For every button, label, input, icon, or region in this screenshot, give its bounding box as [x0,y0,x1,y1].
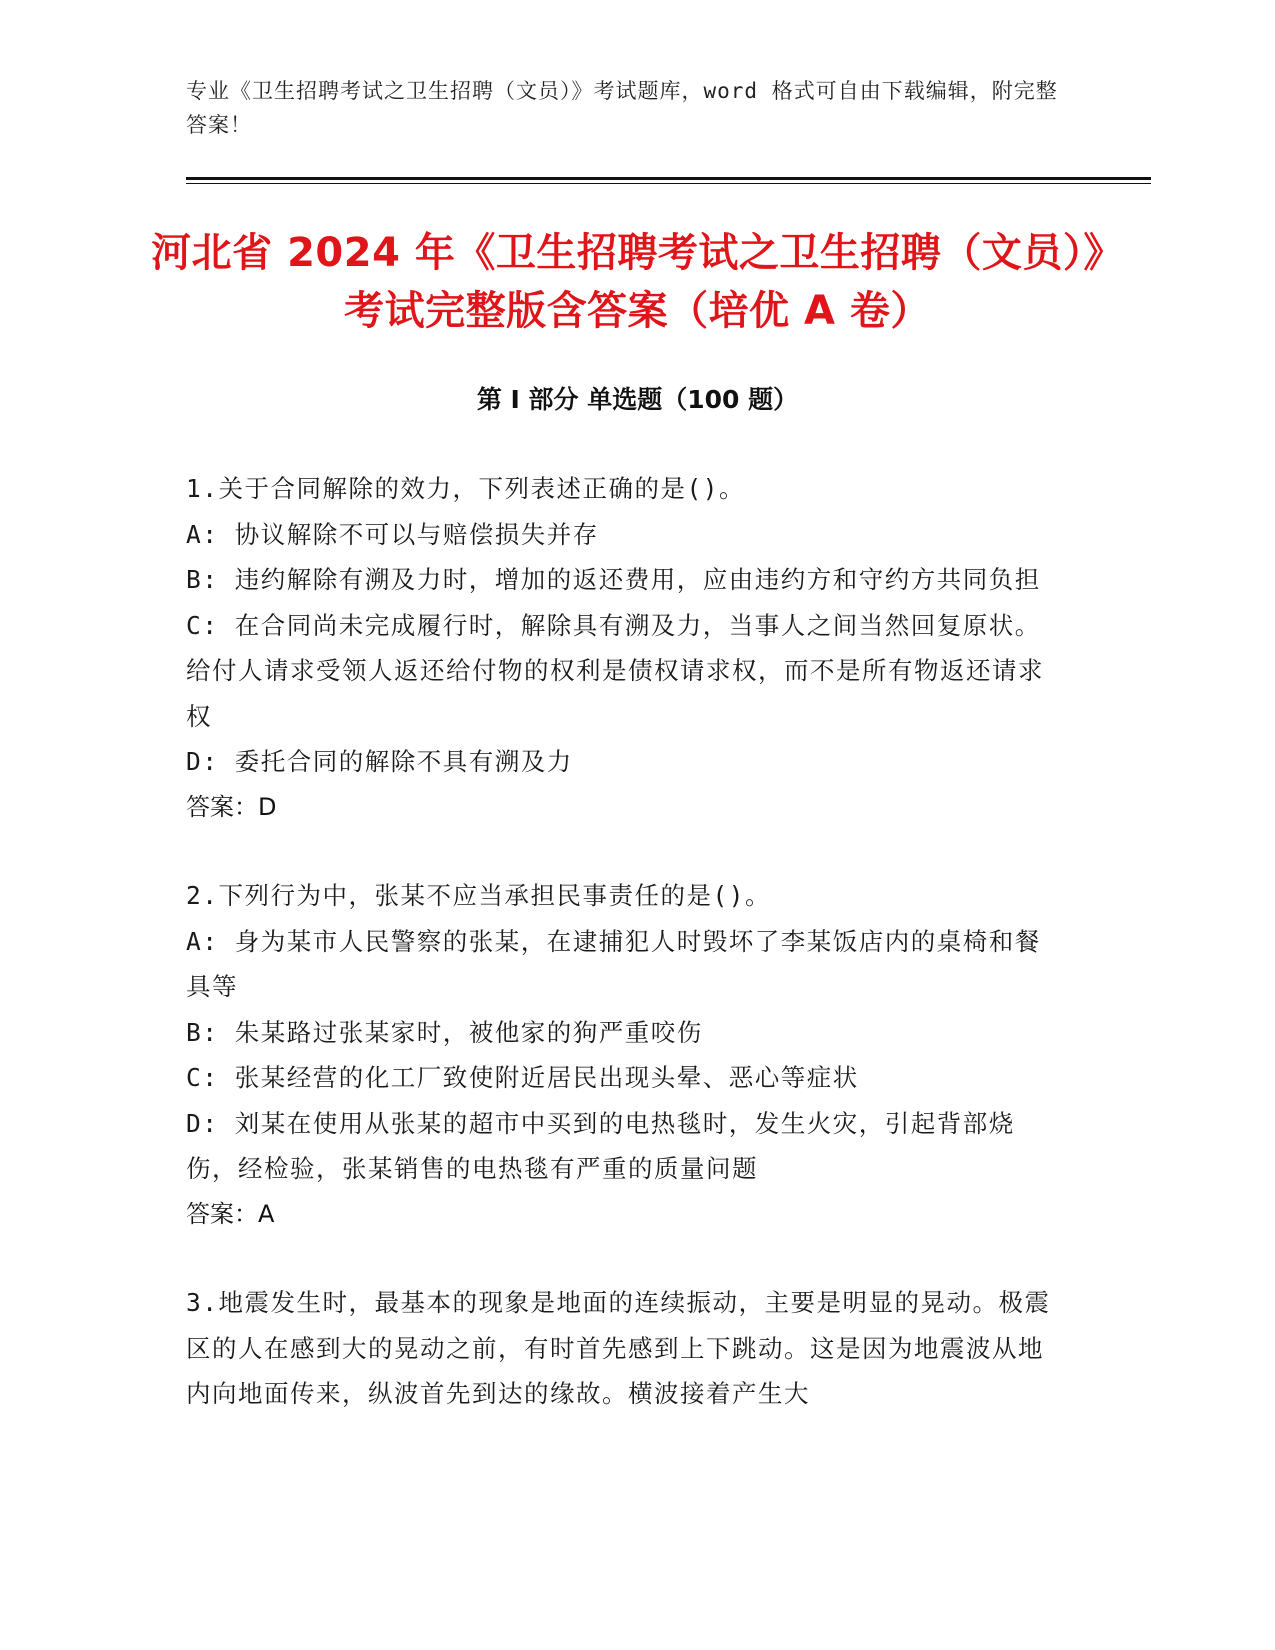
option-d: D: 刘某在使用从张某的超市中买到的电热毯时，发生火灾，引起背部烧伤，经检验，张某销售的电热毯有严重的质量问题 [186,1108,1015,1183]
question-3 [186,1280,1066,1417]
option-b: B: 违约解除有溯及力时，增加的返还费用，应由违约方和守约方共同负担 [186,565,1041,594]
option-c: C: 张某经营的化工厂致使附近居民出现头晕、恶心等症状 [186,1063,859,1092]
header-divider-thick [186,177,1151,180]
question-stem: 2.下列行为中，张某不应当承担民事责任的是()。 [186,881,771,910]
answer-line: 答案：A [186,1199,275,1228]
section-title: 第 I 部分 单选题（100 题） [476,385,799,414]
question-1 [186,466,1066,830]
question-stem: 1.关于合同解除的效力，下列表述正确的是()。 [186,474,745,503]
option-c: C: 在合同尚未完成履行时，解除具有溯及力，当事人之间当然回复原状。给付人请求受领人返还给付物的权利是债权请求权，而不是所有物返还请求权 [186,610,1044,731]
option-d: D: 委托合同的解除不具有溯及力 [186,747,573,776]
question-list [186,466,1066,1460]
question-2 [186,873,1066,1237]
header-divider-thin [186,183,1151,184]
option-a: A: 身为某市人民警察的张某，在逮捕犯人时毁坏了李某饭店内的桌椅和餐具等 [186,926,1041,1001]
option-a: A: 协议解除不可以与赔偿损失并存 [186,519,599,549]
question-stem: 3.地震发生时，最基本的现象是地面的连续振动，主要是明显的晃动。极震区的人在感到大的晃动之前，有时首先感到上下跳动。这是因为地震波从地内向地面传来，纵波首先到达的缘故。横波接着产生大 [186,1288,1051,1408]
answer-line: 答案：D [186,792,277,821]
option-b: B: 朱某路过张某家时，被他家的狗严重咬伤 [186,1017,703,1047]
header-note: 专业《卫生招聘考试之卫生招聘（文员）》考试题库，word 格式可自由下载编辑，附完整答案！ [186,79,1058,137]
document-title: 河北省 2024 年《卫生招聘考试之卫生招聘（文员）》考试完整版含答案（培优 A 卷） [151,230,1124,334]
